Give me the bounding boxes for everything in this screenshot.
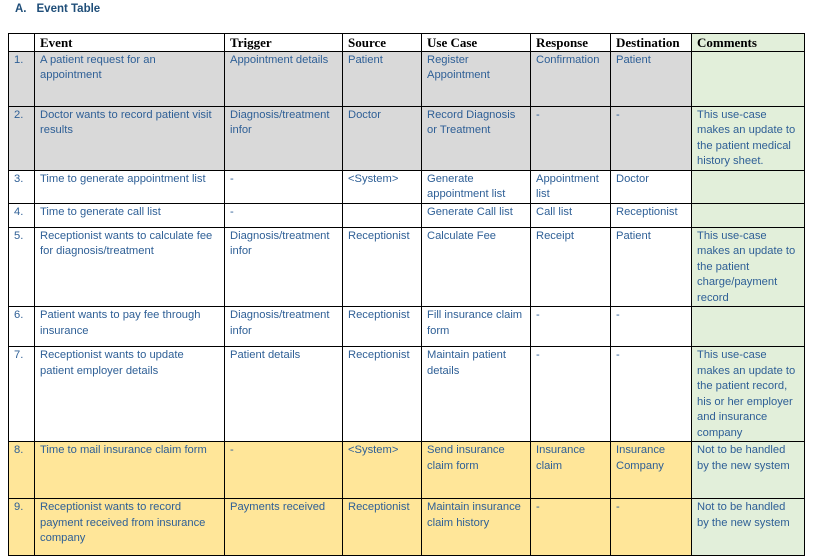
use-case-cell: Generate Call list — [422, 203, 531, 227]
destination-cell: Patient — [611, 227, 692, 307]
source-cell: Receptionist — [343, 307, 422, 347]
source-cell: Receptionist — [343, 499, 422, 556]
destination-cell: Insurance Company — [611, 442, 692, 499]
destination-cell: Receptionist — [611, 203, 692, 227]
response-cell: - — [531, 499, 611, 556]
event-table-body — [9, 51, 805, 556]
destination-cell: - — [611, 307, 692, 347]
row-number: 8. — [9, 442, 35, 499]
comments-cell: This use-case makes an update to the patient record, his or her employer and insurance company — [692, 347, 805, 442]
use-case-cell: Maintain insurance claim history — [422, 499, 531, 556]
trigger-cell: Patient details — [225, 347, 343, 442]
event-cell: Receptionist wants to calculate fee for diagnosis/treatment — [35, 227, 225, 307]
header-source: Source — [343, 34, 422, 52]
section-number: A. — [15, 3, 27, 15]
response-cell: Appointment list — [531, 170, 611, 203]
source-cell: Doctor — [343, 106, 422, 170]
header-row — [9, 34, 805, 52]
comments-cell — [692, 203, 805, 227]
use-case-cell: Generate appointment list — [422, 170, 531, 203]
comments-cell: This use-case makes an update to the patient charge/payment record — [692, 227, 805, 307]
source-cell: Patient — [343, 51, 422, 106]
destination-cell: Patient — [611, 51, 692, 106]
header-destination: Destination — [611, 34, 692, 52]
use-case-cell: Record Diagnosis or Treatment — [422, 106, 531, 170]
table-row — [9, 442, 805, 499]
row-number: 4. — [9, 203, 35, 227]
use-case-cell: Maintain patient details — [422, 347, 531, 442]
event-cell: Receptionist wants to update patient employer details — [35, 347, 225, 442]
source-cell: <System> — [343, 170, 422, 203]
row-number: 2. — [9, 106, 35, 170]
use-case-cell: Register Appointment — [422, 51, 531, 106]
comments-cell — [692, 170, 805, 203]
trigger-cell: Payments received — [225, 499, 343, 556]
trigger-cell: Diagnosis/treatment infor — [225, 307, 343, 347]
row-number: 1. — [9, 51, 35, 106]
response-cell: - — [531, 307, 611, 347]
response-cell: Receipt — [531, 227, 611, 307]
response-cell: Call list — [531, 203, 611, 227]
section-heading — [15, 3, 100, 15]
source-cell — [343, 203, 422, 227]
row-number: 6. — [9, 307, 35, 347]
destination-cell: - — [611, 347, 692, 442]
comments-cell: Not to be handled by the new system — [692, 499, 805, 556]
header-comments: Comments — [692, 34, 805, 52]
row-number: 7. — [9, 347, 35, 442]
header-event: Event — [35, 34, 225, 52]
table-row — [9, 227, 805, 307]
comments-cell — [692, 307, 805, 347]
trigger-cell: Diagnosis/treatment infor — [225, 106, 343, 170]
event-cell: Patient wants to pay fee through insurance — [35, 307, 225, 347]
row-number: 5. — [9, 227, 35, 307]
destination-cell: - — [611, 106, 692, 170]
trigger-cell: Appointment details — [225, 51, 343, 106]
use-case-cell: Send insurance claim form — [422, 442, 531, 499]
header-number — [9, 34, 35, 52]
table-row — [9, 203, 805, 227]
response-cell: - — [531, 347, 611, 442]
trigger-cell: - — [225, 442, 343, 499]
event-cell: Time to generate call list — [35, 203, 225, 227]
header-use-case: Use Case — [422, 34, 531, 52]
table-row — [9, 170, 805, 203]
trigger-cell: - — [225, 170, 343, 203]
header-trigger: Trigger — [225, 34, 343, 52]
table-row — [9, 106, 805, 170]
table-row — [9, 51, 805, 106]
row-number: 9. — [9, 499, 35, 556]
comments-cell: This use-case makes an update to the patient medical history sheet. — [692, 106, 805, 170]
source-cell: Receptionist — [343, 227, 422, 307]
event-cell: Doctor wants to record patient visit results — [35, 106, 225, 170]
comments-cell: Not to be handled by the new system — [692, 442, 805, 499]
event-cell: Time to mail insurance claim form — [35, 442, 225, 499]
response-cell: Insurance claim — [531, 442, 611, 499]
event-cell: A patient request for an appointment — [35, 51, 225, 106]
table-row — [9, 499, 805, 556]
event-cell: Receptionist wants to record payment received from insurance company — [35, 499, 225, 556]
section-title: Event Table — [36, 3, 101, 15]
use-case-cell: Fill insurance claim form — [422, 307, 531, 347]
use-case-cell: Calculate Fee — [422, 227, 531, 307]
event-cell: Time to generate appointment list — [35, 170, 225, 203]
trigger-cell: Diagnosis/treatment infor — [225, 227, 343, 307]
response-cell: Confirmation — [531, 51, 611, 106]
header-response: Response — [531, 34, 611, 52]
row-number: 3. — [9, 170, 35, 203]
trigger-cell: - — [225, 203, 343, 227]
event-table — [8, 33, 805, 556]
source-cell: <System> — [343, 442, 422, 499]
table-row — [9, 307, 805, 347]
table-row — [9, 347, 805, 442]
destination-cell: Doctor — [611, 170, 692, 203]
comments-cell — [692, 51, 805, 106]
response-cell: - — [531, 106, 611, 170]
destination-cell: - — [611, 499, 692, 556]
source-cell: Receptionist — [343, 347, 422, 442]
